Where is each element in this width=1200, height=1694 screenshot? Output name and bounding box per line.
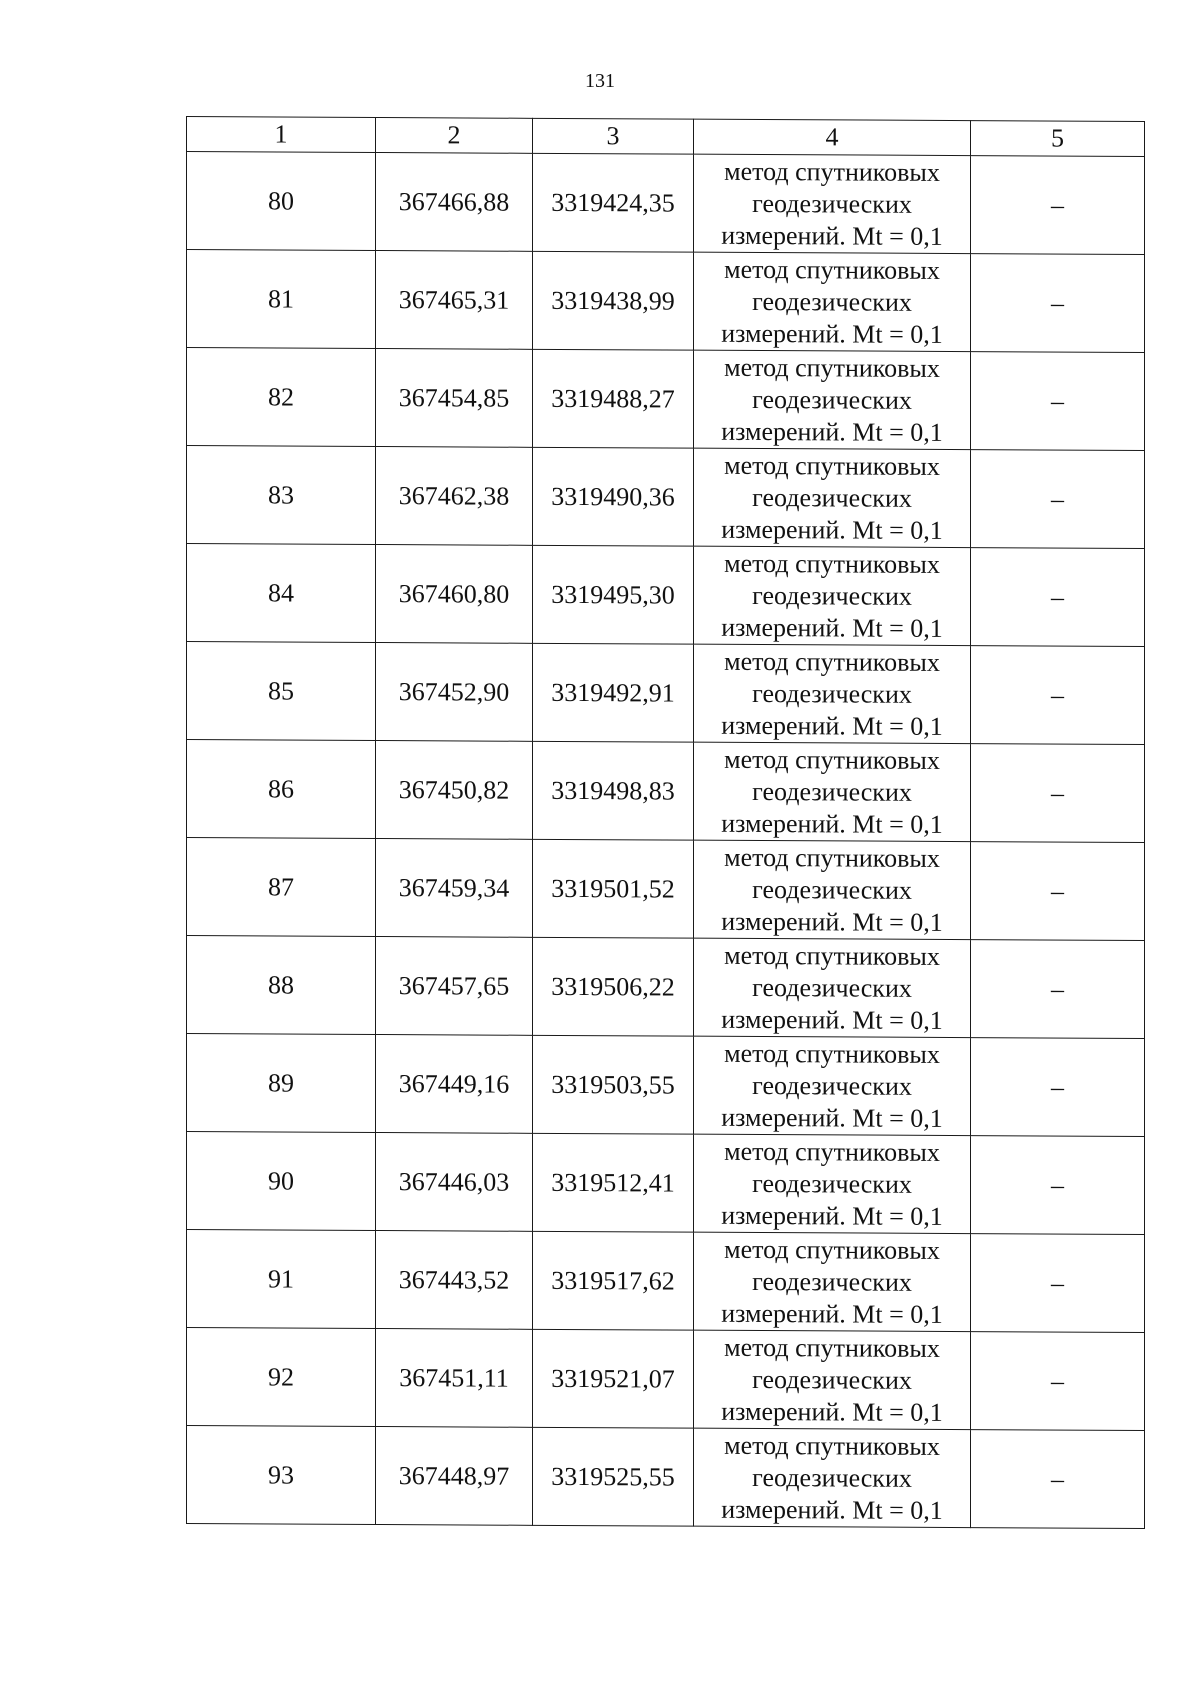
- point-number-cell: 84: [187, 544, 376, 643]
- method-line: измерений. Mt = 0,1: [721, 710, 943, 741]
- y-coordinate-cell: 3319498,83: [533, 741, 694, 840]
- note-cell: –: [971, 254, 1145, 353]
- method-line: геодезических: [752, 482, 912, 513]
- method-line: измерений. Mt = 0,1: [721, 318, 943, 349]
- method-cell: [694, 840, 971, 939]
- method-cell: [694, 1330, 971, 1429]
- point-number-cell: 89: [187, 1034, 376, 1133]
- method-line: геодезических: [752, 580, 912, 611]
- method-line: измерений. Mt = 0,1: [721, 906, 943, 937]
- method-line: геодезических: [752, 286, 912, 317]
- method-line: геодезических: [752, 972, 912, 1003]
- note-cell: –: [971, 352, 1145, 451]
- y-coordinate-cell: 3319490,36: [533, 447, 694, 546]
- method-line: метод спутниковых: [724, 940, 940, 971]
- point-number-cell: 87: [187, 838, 376, 937]
- method-line: метод спутниковых: [724, 450, 940, 481]
- page-number: 131: [585, 70, 615, 92]
- method-line: метод спутниковых: [724, 1332, 940, 1363]
- method-cell: [694, 1428, 971, 1527]
- method-line: геодезических: [752, 384, 912, 415]
- method-line: геодезических: [752, 678, 912, 709]
- x-coordinate-cell: 367460,80: [376, 544, 533, 643]
- method-line: геодезических: [752, 1168, 912, 1199]
- x-coordinate-cell: 367466,88: [376, 152, 533, 251]
- x-coordinate-cell: 367449,16: [376, 1034, 533, 1133]
- column-header: 2: [376, 117, 533, 153]
- point-number-cell: 90: [187, 1132, 376, 1231]
- method-cell: [694, 742, 971, 841]
- method-cell: [694, 350, 971, 449]
- method-line: геодезических: [752, 188, 912, 219]
- method-line: геодезических: [752, 776, 912, 807]
- method-cell: [694, 644, 971, 743]
- note-cell: –: [971, 1430, 1145, 1529]
- x-coordinate-cell: 367452,90: [376, 642, 533, 741]
- method-line: метод спутниковых: [724, 1136, 940, 1167]
- method-line: измерений. Mt = 0,1: [721, 1396, 943, 1427]
- table-row: [187, 1328, 1145, 1431]
- method-cell: [694, 252, 971, 351]
- y-coordinate-cell: 3319488,27: [533, 349, 694, 448]
- method-line: геодезических: [752, 1070, 912, 1101]
- y-coordinate-cell: 3319517,62: [533, 1231, 694, 1330]
- method-line: метод спутниковых: [724, 646, 940, 677]
- note-cell: –: [971, 1234, 1145, 1333]
- method-cell: [694, 1036, 971, 1135]
- method-line: измерений. Mt = 0,1: [721, 1494, 943, 1525]
- point-number-cell: 92: [187, 1328, 376, 1427]
- x-coordinate-cell: 367459,34: [376, 838, 533, 937]
- method-line: метод спутниковых: [724, 744, 940, 775]
- method-line: метод спутниковых: [724, 156, 940, 187]
- method-cell: [694, 448, 971, 547]
- y-coordinate-cell: 3319525,55: [533, 1427, 694, 1526]
- table-row: [187, 1230, 1145, 1333]
- y-coordinate-cell: 3319495,30: [533, 545, 694, 644]
- table-row: [187, 348, 1145, 451]
- method-cell: [694, 546, 971, 645]
- column-header: 5: [971, 121, 1145, 157]
- method-cell: [694, 1232, 971, 1331]
- y-coordinate-cell: 3319512,41: [533, 1133, 694, 1232]
- table-row: [187, 152, 1145, 255]
- y-coordinate-cell: 3319492,91: [533, 643, 694, 742]
- method-line: метод спутниковых: [724, 842, 940, 873]
- note-cell: –: [971, 744, 1145, 843]
- column-header: 4: [694, 119, 971, 155]
- x-coordinate-cell: 367462,38: [376, 446, 533, 545]
- column-header: 1: [187, 117, 376, 153]
- method-line: метод спутниковых: [724, 254, 940, 285]
- note-cell: –: [971, 1038, 1145, 1137]
- column-header: 3: [533, 118, 694, 154]
- method-line: метод спутниковых: [724, 548, 940, 579]
- note-cell: –: [971, 450, 1145, 549]
- table-row: [187, 544, 1145, 647]
- method-line: измерений. Mt = 0,1: [721, 514, 943, 545]
- y-coordinate-cell: 3319506,22: [533, 937, 694, 1036]
- coordinates-table: [186, 116, 1145, 1529]
- point-number-cell: 82: [187, 348, 376, 447]
- table-row: [187, 1426, 1145, 1529]
- table-row: [187, 642, 1145, 745]
- table-row: [187, 740, 1145, 843]
- method-line: метод спутниковых: [724, 1234, 940, 1265]
- point-number-cell: 80: [187, 152, 376, 251]
- y-coordinate-cell: 3319501,52: [533, 839, 694, 938]
- point-number-cell: 91: [187, 1230, 376, 1329]
- x-coordinate-cell: 367451,11: [376, 1328, 533, 1427]
- method-cell: [694, 154, 971, 253]
- table-row: [187, 1034, 1145, 1137]
- table-row: [187, 1132, 1145, 1235]
- method-line: измерений. Mt = 0,1: [721, 1298, 943, 1329]
- method-line: измерений. Mt = 0,1: [721, 1004, 943, 1035]
- method-cell: [694, 1134, 971, 1233]
- method-line: геодезических: [752, 1462, 912, 1493]
- method-line: измерений. Mt = 0,1: [721, 416, 943, 447]
- table-header-row: [187, 117, 1145, 157]
- point-number-cell: 93: [187, 1426, 376, 1525]
- point-number-cell: 81: [187, 250, 376, 349]
- method-line: метод спутниковых: [724, 1430, 940, 1461]
- point-number-cell: 88: [187, 936, 376, 1035]
- method-line: измерений. Mt = 0,1: [721, 1200, 943, 1231]
- method-line: метод спутниковых: [724, 1038, 940, 1069]
- method-line: измерений. Mt = 0,1: [721, 808, 943, 839]
- y-coordinate-cell: 3319521,07: [533, 1329, 694, 1428]
- note-cell: –: [971, 940, 1145, 1039]
- table-row: [187, 936, 1145, 1039]
- method-line: измерений. Mt = 0,1: [721, 220, 943, 251]
- note-cell: –: [971, 156, 1145, 255]
- point-number-cell: 83: [187, 446, 376, 545]
- x-coordinate-cell: 367450,82: [376, 740, 533, 839]
- x-coordinate-cell: 367457,65: [376, 936, 533, 1035]
- point-number-cell: 85: [187, 642, 376, 741]
- table-row: [187, 838, 1145, 941]
- x-coordinate-cell: 367443,52: [376, 1230, 533, 1329]
- x-coordinate-cell: 367448,97: [376, 1426, 533, 1525]
- note-cell: –: [971, 646, 1145, 745]
- note-cell: –: [971, 1332, 1145, 1431]
- note-cell: –: [971, 548, 1145, 647]
- table-row: [187, 446, 1145, 549]
- table-row: [187, 250, 1145, 353]
- method-line: измерений. Mt = 0,1: [721, 612, 943, 643]
- note-cell: –: [971, 842, 1145, 941]
- method-line: геодезических: [752, 1364, 912, 1395]
- x-coordinate-cell: 367465,31: [376, 250, 533, 349]
- x-coordinate-cell: 367446,03: [376, 1132, 533, 1231]
- table-body: [187, 152, 1145, 1529]
- method-line: метод спутниковых: [724, 352, 940, 383]
- note-cell: –: [971, 1136, 1145, 1235]
- method-line: геодезических: [752, 1266, 912, 1297]
- method-line: геодезических: [752, 874, 912, 905]
- point-number-cell: 86: [187, 740, 376, 839]
- y-coordinate-cell: 3319438,99: [533, 251, 694, 350]
- x-coordinate-cell: 367454,85: [376, 348, 533, 447]
- y-coordinate-cell: 3319503,55: [533, 1035, 694, 1134]
- y-coordinate-cell: 3319424,35: [533, 153, 694, 252]
- method-line: измерений. Mt = 0,1: [721, 1102, 943, 1133]
- method-cell: [694, 938, 971, 1037]
